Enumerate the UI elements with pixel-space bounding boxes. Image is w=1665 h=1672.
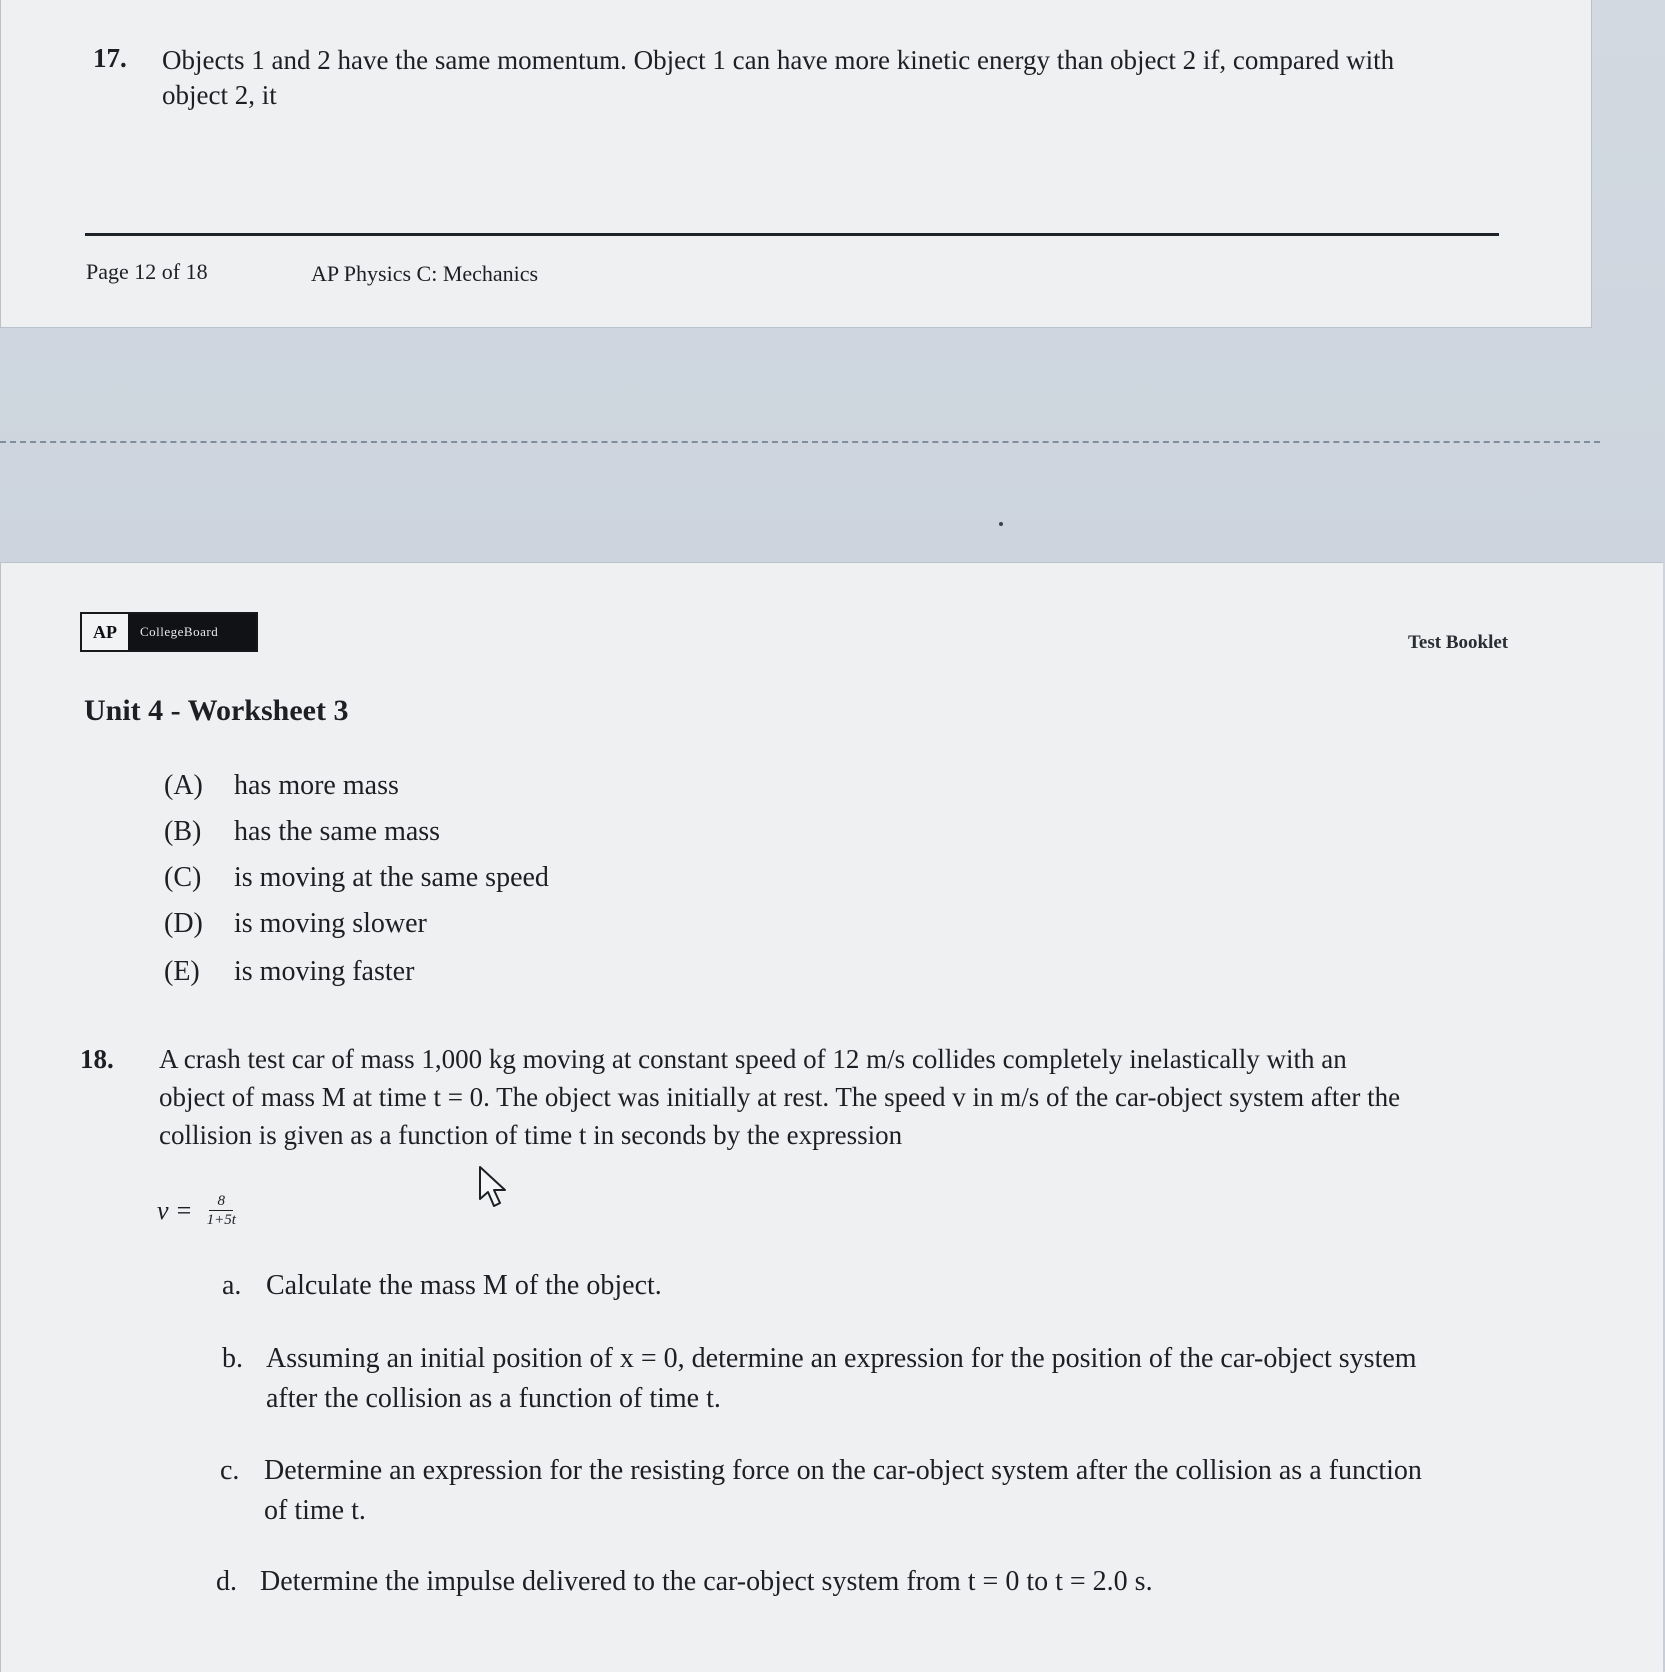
choice-text: is moving at the same speed	[234, 862, 549, 893]
choice-text: is moving faster	[234, 956, 415, 987]
choice-letter: (E)	[164, 956, 200, 987]
question-18-stem-line-2: object of mass M at time t = 0. The object was initially at rest. The speed v in m/s of the car-object system after the	[159, 1082, 1401, 1112]
choice-b[interactable]	[164, 816, 440, 848]
part-text-line-2: of time t.	[264, 1495, 366, 1526]
choice-letter: (C)	[164, 862, 202, 893]
question-17-number: 17.	[93, 43, 127, 73]
formula-numerator: 8	[209, 1192, 233, 1211]
choice-d[interactable]	[164, 908, 427, 940]
choice-letter: (A)	[164, 770, 203, 801]
part-d	[216, 1562, 1153, 1602]
question-18-stem-line-1: A crash test car of mass 1,000 kg moving at constant speed of 12 m/s collides completely inelastically with an	[159, 1044, 1347, 1074]
velocity-formula	[157, 1192, 236, 1229]
part-text-line-1: Calculate the mass M of the object.	[266, 1270, 662, 1301]
mouse-pointer-icon	[478, 1165, 514, 1213]
viewer-artifact	[999, 522, 1003, 526]
page-break-separator	[0, 441, 1600, 443]
course-name: AP Physics C: Mechanics	[311, 261, 539, 286]
choice-letter: (B)	[164, 816, 202, 847]
choice-text: has the same mass	[234, 816, 441, 847]
worksheet-title: Unit 4 - Worksheet 3	[84, 694, 349, 727]
question-18-stem-line-3: collision is given as a function of time t in seconds by the expression	[159, 1120, 903, 1150]
part-label: a.	[222, 1270, 242, 1301]
part-b	[222, 1339, 1417, 1419]
ap-logo-mark: AP	[82, 614, 128, 650]
part-label: c.	[220, 1455, 240, 1486]
test-booklet-label: Test Booklet	[1408, 632, 1509, 653]
part-text-line-1: Assuming an initial position of x = 0, determine an expression for the position of the car-object system	[266, 1343, 1417, 1374]
question-18-number: 18.	[80, 1044, 114, 1074]
choice-e[interactable]	[164, 956, 414, 988]
part-a	[222, 1266, 662, 1306]
footer-rule	[85, 233, 1499, 236]
choice-c[interactable]	[164, 862, 549, 894]
choice-letter: (D)	[164, 908, 203, 939]
page-12	[0, 0, 1592, 328]
choice-text: is moving slower	[234, 908, 427, 939]
part-text-line-1: Determine the impulse delivered to the car-object system from t = 0 to t = 2.0 s.	[260, 1566, 1153, 1597]
page-number: Page 12 of 18	[86, 259, 208, 284]
question-17-stem-line-2: object 2, it	[162, 80, 277, 110]
part-text-line-2: after the collision as a function of time t.	[266, 1383, 721, 1414]
formula-denominator: 1+5t	[206, 1212, 236, 1228]
formula-fraction	[207, 1192, 236, 1229]
part-c	[220, 1451, 1422, 1531]
part-label: d.	[216, 1566, 237, 1597]
part-label: b.	[222, 1343, 243, 1374]
choice-a[interactable]	[164, 770, 399, 802]
choice-text: has more mass	[234, 770, 399, 801]
ap-collegeboard-logo	[80, 612, 258, 652]
question-17-stem-line-1: Objects 1 and 2 have the same momentum. Object 1 can have more kinetic energy than object 2 if, compared with	[162, 45, 1395, 75]
part-text-line-1: Determine an expression for the resisting force on the car-object system after the collision as a function	[264, 1455, 1422, 1486]
collegeboard-wordmark: CollegeBoard	[140, 624, 219, 639]
formula-lhs: v =	[157, 1195, 193, 1225]
